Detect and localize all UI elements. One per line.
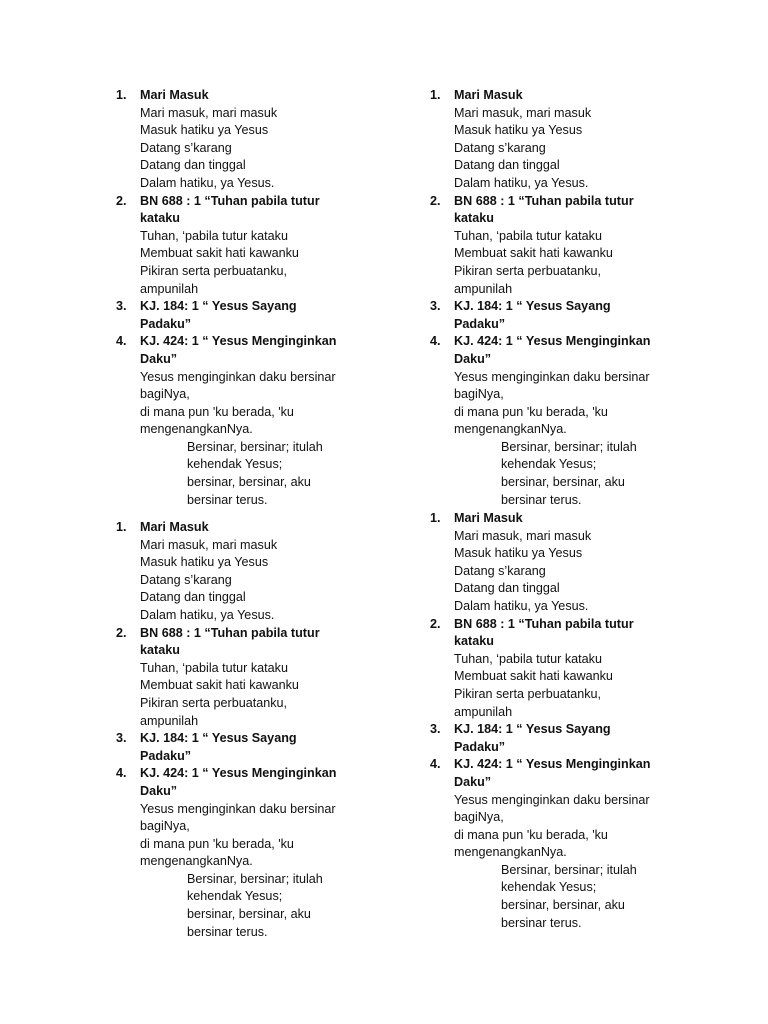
song-list-bottom-left: [116, 519, 344, 941]
song-number: 3.: [116, 299, 127, 314]
lyric-line: Tuhan, ‘pabila tutur kataku: [140, 228, 288, 243]
lyric-line: Pikiran serta perbuatanku, ampunilah: [140, 263, 288, 296]
lyric-line: Membuat sakit hati kawanku: [140, 678, 299, 693]
lyric-line: Datang s’karang: [140, 572, 232, 587]
lyric-line: Pikiran serta perbuatanku, ampunilah: [454, 263, 602, 296]
song-item: [116, 87, 344, 193]
lyric-line: Pikiran serta perbuatanku, ampunilah: [454, 686, 602, 719]
song-item: [116, 519, 344, 625]
lyric-line: Masuk hatiku ya Yesus: [140, 123, 269, 138]
lyric-line: Membuat sakit hati kawanku: [454, 246, 613, 261]
song-item: [430, 333, 658, 509]
refrain-line: bersinar, bersinar, aku bersinar terus.: [501, 898, 625, 930]
refrain-line: bersinar, bersinar, aku bersinar terus.: [501, 475, 625, 507]
song-title: BN 688 : 1 “Tuhan pabila tutur kataku: [454, 193, 634, 226]
lyric-line: Datang s’karang: [454, 563, 546, 578]
lyric-line: Yesus menginginkan daku bersinar bagiNya,: [140, 801, 336, 834]
song-title: Mari Masuk: [454, 511, 523, 525]
lyric-line: Membuat sakit hati kawanku: [454, 669, 613, 684]
song-number: 2.: [116, 625, 127, 640]
lyric-line: Mari masuk, mari masuk: [140, 105, 278, 120]
song-title: KJ. 424: 1 “ Yesus Menginginkan Daku”: [454, 757, 651, 789]
song-item: [430, 193, 658, 299]
song-list-top-left: [116, 87, 344, 509]
song-title: KJ. 184: 1 “ Yesus Sayang Padaku”: [454, 722, 611, 754]
song-item: [116, 333, 344, 509]
song-item: [430, 721, 658, 756]
lyric-line: di mana pun 'ku berada, 'ku mengenangkanNya.: [454, 404, 608, 437]
lyric-line: Tuhan, ‘pabila tutur kataku: [454, 651, 602, 666]
lyric-line: Tuhan, ‘pabila tutur kataku: [140, 660, 288, 675]
refrain-line: Bersinar, bersinar; itulah kehendak Yesus;: [187, 439, 323, 472]
song-title: BN 688 : 1 “Tuhan pabila tutur kataku: [140, 625, 320, 658]
lyric-line: Dalam hatiku, ya Yesus.: [140, 607, 275, 622]
song-number: 3.: [430, 299, 441, 314]
song-number: 2.: [430, 616, 441, 631]
song-number: 4.: [430, 334, 441, 349]
song-title: KJ. 424: 1 “ Yesus Menginginkan Daku”: [140, 334, 337, 366]
song-list-bottom-right: [430, 510, 658, 932]
song-title: KJ. 184: 1 “ Yesus Sayang Padaku”: [140, 299, 297, 331]
refrain-line: Bersinar, bersinar; itulah kehendak Yesus;: [501, 862, 637, 895]
lyric-line: Datang dan tinggal: [454, 581, 560, 596]
song-number: 3.: [116, 731, 127, 746]
song-number: 2.: [116, 193, 127, 208]
song-number: 3.: [430, 722, 441, 737]
lyric-line: Dalam hatiku, ya Yesus.: [140, 175, 275, 190]
song-title: KJ. 424: 1 “ Yesus Menginginkan Daku”: [140, 766, 337, 798]
lyric-line: Yesus menginginkan daku bersinar bagiNya,: [454, 369, 650, 402]
lyric-line: Dalam hatiku, ya Yesus.: [454, 598, 589, 613]
lyric-line: Masuk hatiku ya Yesus: [140, 555, 269, 570]
lyric-line: Pikiran serta perbuatanku, ampunilah: [140, 695, 288, 728]
song-item: [116, 298, 344, 333]
song-item: [430, 616, 658, 722]
song-number: 4.: [430, 757, 441, 772]
song-item: [430, 87, 658, 193]
song-list-top-right: [430, 87, 658, 509]
song-title: Mari Masuk: [140, 88, 209, 102]
song-number: 1.: [430, 511, 441, 525]
lyric-line: Masuk hatiku ya Yesus: [454, 546, 583, 561]
lyric-line: Yesus menginginkan daku bersinar bagiNya,: [454, 792, 650, 825]
lyric-line: Datang dan tinggal: [454, 158, 560, 173]
song-number: 1.: [430, 88, 441, 102]
lyric-line: di mana pun 'ku berada, 'ku mengenangkanNya.: [140, 404, 294, 437]
song-number: 2.: [430, 193, 441, 208]
song-number: 4.: [116, 334, 127, 349]
lyric-line: Datang dan tinggal: [140, 590, 246, 605]
song-item: [116, 193, 344, 299]
song-title: BN 688 : 1 “Tuhan pabila tutur kataku: [454, 616, 634, 649]
lyric-line: Membuat sakit hati kawanku: [140, 246, 299, 261]
song-title: KJ. 184: 1 “ Yesus Sayang Padaku”: [454, 299, 611, 331]
lyric-line: Datang s’karang: [140, 140, 232, 155]
refrain-line: bersinar, bersinar, aku bersinar terus.: [187, 475, 311, 507]
song-title: Mari Masuk: [454, 88, 523, 102]
song-item: [430, 298, 658, 333]
refrain-line: Bersinar, bersinar; itulah kehendak Yesus;: [501, 439, 637, 472]
lyric-line: Datang s’karang: [454, 140, 546, 155]
lyric-line: Masuk hatiku ya Yesus: [454, 123, 583, 138]
song-title: BN 688 : 1 “Tuhan pabila tutur kataku: [140, 193, 320, 226]
song-number: 1.: [116, 88, 127, 102]
lyric-line: Mari masuk, mari masuk: [454, 105, 592, 120]
song-item: [116, 730, 344, 765]
song-item: [116, 765, 344, 941]
lyric-line: Datang dan tinggal: [140, 158, 246, 173]
song-item: [430, 756, 658, 932]
refrain-line: Bersinar, bersinar; itulah kehendak Yesus;: [187, 871, 323, 904]
song-title: KJ. 184: 1 “ Yesus Sayang Padaku”: [140, 731, 297, 763]
lyric-line: Mari masuk, mari masuk: [140, 537, 278, 552]
song-title: KJ. 424: 1 “ Yesus Menginginkan Daku”: [454, 334, 651, 366]
lyric-line: di mana pun 'ku berada, 'ku mengenangkanNya.: [454, 827, 608, 860]
lyric-line: Tuhan, ‘pabila tutur kataku: [454, 228, 602, 243]
lyric-line: di mana pun 'ku berada, 'ku mengenangkanNya.: [140, 836, 294, 869]
song-number: 4.: [116, 766, 127, 781]
refrain-line: bersinar, bersinar, aku bersinar terus.: [187, 907, 311, 939]
song-item: [116, 625, 344, 731]
song-title: Mari Masuk: [140, 520, 209, 534]
lyric-line: Dalam hatiku, ya Yesus.: [454, 175, 589, 190]
lyric-line: Mari masuk, mari masuk: [454, 528, 592, 543]
song-item: [430, 510, 658, 616]
song-number: 1.: [116, 520, 127, 534]
lyric-line: Yesus menginginkan daku bersinar bagiNya,: [140, 369, 336, 402]
